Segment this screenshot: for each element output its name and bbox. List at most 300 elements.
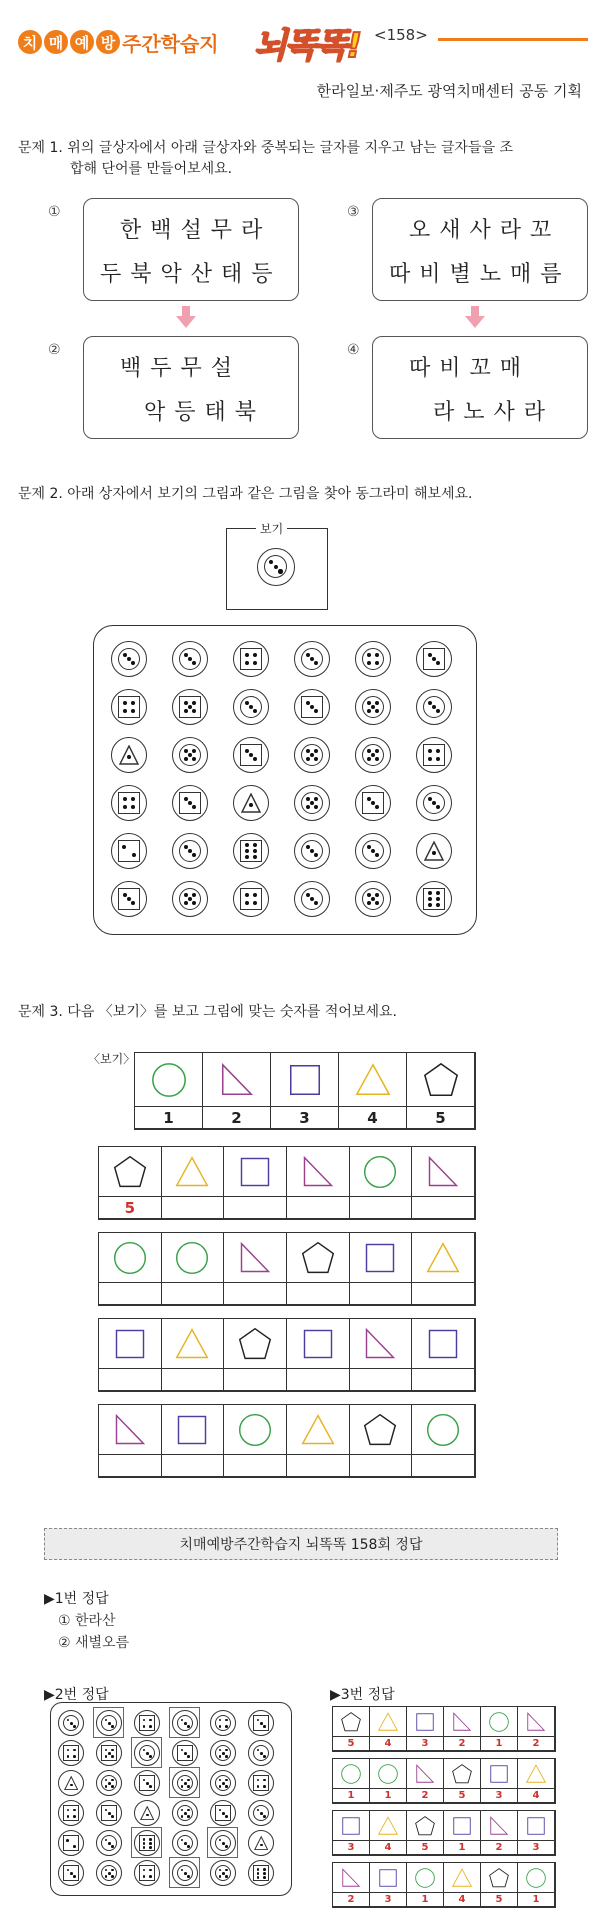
answer-blank[interactable]	[287, 1283, 350, 1305]
pip-dot	[306, 797, 310, 801]
pip-dot	[428, 903, 432, 907]
pip-dot	[67, 1755, 70, 1758]
answer-number: 1	[444, 1841, 481, 1855]
answer-blank[interactable]	[412, 1197, 475, 1219]
pentagon-icon	[99, 1147, 162, 1197]
dice-symbol[interactable]	[355, 689, 391, 725]
pip-dot	[123, 893, 127, 897]
circle-icon	[362, 744, 384, 766]
pip-dot	[245, 893, 249, 897]
pip-dot	[371, 801, 375, 805]
legend-number: 4	[339, 1107, 407, 1129]
answer-blank[interactable]	[224, 1455, 287, 1477]
pip-dot	[225, 1719, 228, 1722]
pip-dot	[249, 753, 253, 757]
circle-icon	[264, 555, 287, 578]
answer-3-title: ▶3번 정답	[330, 1687, 395, 1703]
word-box-2	[83, 336, 299, 439]
square-icon	[301, 696, 323, 718]
pip-dot	[192, 853, 196, 857]
circle-icon	[253, 1805, 269, 1821]
square-icon	[118, 888, 140, 910]
pip-dot	[432, 705, 436, 709]
answer-blank[interactable]	[287, 1369, 350, 1391]
pip-dot	[111, 1749, 114, 1752]
pip-dot	[269, 560, 273, 564]
square-icon	[118, 696, 140, 718]
pip-dot	[127, 657, 131, 661]
header-divider	[438, 38, 588, 41]
answer-number: 3	[518, 1841, 555, 1855]
circle-icon	[301, 792, 323, 814]
word-box-3	[372, 198, 588, 301]
pip-dot	[184, 797, 188, 801]
triangle-icon	[241, 793, 261, 813]
circle-icon	[301, 840, 323, 862]
word-line: 오새사라꼬	[409, 218, 561, 243]
pip-dot	[432, 657, 436, 661]
pip-dot	[245, 661, 249, 665]
dice-symbol[interactable]	[172, 1740, 198, 1766]
triangle-icon	[119, 745, 139, 765]
answer-number: 4	[444, 1893, 481, 1907]
pip-dot	[257, 1809, 260, 1812]
pip-dot	[306, 749, 310, 753]
pip-dot	[225, 1779, 228, 1782]
dice-symbol[interactable]	[248, 1830, 274, 1856]
shape-row-table	[98, 1404, 476, 1478]
pip-dot	[108, 1842, 111, 1845]
circle-icon	[362, 648, 384, 670]
down-arrow-icon	[465, 316, 485, 328]
dice-symbol[interactable]	[294, 833, 330, 869]
dice-symbol[interactable]	[416, 881, 452, 917]
pip-dot	[184, 701, 188, 705]
pip-dot	[245, 653, 249, 657]
pip-dot	[375, 805, 379, 809]
answer-blank[interactable]: 5	[99, 1197, 162, 1219]
circle-icon	[253, 1745, 269, 1761]
dice-symbol[interactable]	[210, 1740, 236, 1766]
answer-blank[interactable]	[412, 1455, 475, 1477]
dice-symbol[interactable]	[257, 548, 295, 586]
square-icon	[423, 888, 445, 910]
dice-symbol[interactable]	[233, 689, 269, 725]
answer-blank[interactable]	[350, 1197, 413, 1219]
pip-dot	[260, 1844, 263, 1847]
pip-dot	[253, 855, 257, 859]
legend-number: 3	[271, 1107, 339, 1129]
dice-symbol[interactable]	[416, 785, 452, 821]
pip-dot	[306, 845, 310, 849]
pip-dot	[257, 1749, 260, 1752]
triangle-icon	[518, 1759, 555, 1789]
pip-dot	[143, 1725, 146, 1728]
question-1-line1: 문제 1. 위의 글상자에서 아래 글상자와 중복되는 글자를 지우고 남는 글자들을 조	[18, 140, 514, 156]
dice-symbol[interactable]	[248, 1800, 274, 1826]
square-icon	[63, 1805, 79, 1821]
dice-symbol[interactable]	[233, 881, 269, 917]
answer-blank[interactable]	[99, 1455, 162, 1477]
answer-blank[interactable]	[350, 1369, 413, 1391]
pip-dot	[260, 1812, 263, 1815]
answers-banner	[44, 1528, 558, 1560]
pip-dot	[225, 1725, 228, 1728]
dice-symbol[interactable]	[96, 1860, 122, 1886]
answer-blank[interactable]	[224, 1283, 287, 1305]
answer-blank[interactable]	[224, 1369, 287, 1391]
dice-symbol[interactable]	[134, 1710, 160, 1736]
word-line: 두북악산태등	[100, 262, 282, 287]
square-icon	[63, 1865, 79, 1881]
square-icon	[177, 1745, 193, 1761]
dice-symbol[interactable]	[134, 1860, 160, 1886]
triangle-icon	[287, 1405, 350, 1455]
pip-dot	[131, 805, 135, 809]
answer-number: 3	[333, 1841, 370, 1855]
square-icon	[240, 840, 262, 862]
answer-number: 1	[333, 1789, 370, 1803]
pip-dot	[192, 893, 196, 897]
dice-symbol[interactable]	[111, 785, 147, 821]
pip-dot	[184, 653, 188, 657]
pip-dot	[367, 797, 371, 801]
pip-dot	[310, 657, 314, 661]
pip-dot	[375, 701, 379, 705]
pip-dot	[436, 891, 440, 895]
answer-blank[interactable]	[412, 1283, 475, 1305]
pip-dot	[143, 1875, 146, 1878]
pip-dot	[253, 901, 257, 905]
square-icon	[215, 1805, 231, 1821]
pip-dot	[314, 749, 318, 753]
pentagon-icon	[407, 1811, 444, 1841]
square-icon	[179, 696, 201, 718]
pip-dot	[123, 653, 127, 657]
pip-dot	[225, 1755, 228, 1758]
pip-dot	[143, 1869, 146, 1872]
dice-symbol[interactable]	[210, 1770, 236, 1796]
logo-char: 매	[44, 30, 68, 54]
pip-dot	[187, 1845, 190, 1848]
answer-number: 1	[407, 1893, 444, 1907]
dice-symbol[interactable]	[172, 785, 208, 821]
pip-dot	[225, 1785, 228, 1788]
pip-dot	[257, 1785, 260, 1788]
pip-dot	[428, 701, 432, 705]
pip-dot	[222, 1812, 225, 1815]
dice-symbol[interactable]	[416, 689, 452, 725]
answer-number: 2	[481, 1841, 518, 1855]
circle-icon	[135, 1053, 203, 1107]
answer-number: 5	[407, 1841, 444, 1855]
pip-dot	[131, 661, 135, 665]
dice-symbol[interactable]	[58, 1740, 84, 1766]
dice-symbol[interactable]	[355, 881, 391, 917]
pip-dot	[367, 661, 371, 665]
circle-icon	[370, 1759, 407, 1789]
pip-dot	[149, 1719, 152, 1722]
pip-dot	[253, 709, 257, 713]
triangle-icon	[370, 1707, 407, 1737]
square-icon	[423, 648, 445, 670]
triangle-icon	[412, 1233, 475, 1283]
square-icon	[118, 792, 140, 814]
pip-dot	[122, 845, 126, 849]
pip-dot	[67, 1749, 70, 1752]
dice-symbol[interactable]	[233, 785, 269, 821]
pentagon-icon	[287, 1233, 350, 1283]
pip-dot	[219, 1869, 222, 1872]
circle-icon	[301, 888, 323, 910]
triangle-right-icon	[287, 1147, 350, 1197]
answer-1-item: ① 한라산	[58, 1613, 116, 1629]
pip-dot	[181, 1749, 184, 1752]
square-icon	[139, 1715, 155, 1731]
answer-blank[interactable]	[99, 1369, 162, 1391]
square-icon	[333, 1811, 370, 1841]
square-icon	[118, 840, 140, 862]
answer-blank[interactable]	[287, 1455, 350, 1477]
pip-dot	[375, 661, 379, 665]
circle-icon	[179, 744, 201, 766]
pip-dot	[367, 845, 371, 849]
pip-dot	[245, 843, 249, 847]
pip-dot	[222, 1782, 225, 1785]
dice-symbol[interactable]	[96, 1800, 122, 1826]
dice-symbol[interactable]	[416, 641, 452, 677]
dice-symbol[interactable]	[58, 1860, 84, 1886]
pip-dot	[187, 1755, 190, 1758]
circle-icon	[101, 1835, 117, 1851]
pip-dot	[263, 1755, 266, 1758]
answer-blank[interactable]	[350, 1283, 413, 1305]
circle-icon	[362, 840, 384, 862]
pip-dot	[263, 1872, 266, 1875]
down-arrow-icon	[176, 316, 196, 328]
pip-dot	[146, 1782, 149, 1785]
dice-symbol[interactable]	[210, 1800, 236, 1826]
question-2: 문제 2. 아래 상자에서 보기의 그림과 같은 그림을 찾아 동그라미 해보세요.	[18, 486, 473, 502]
dice-symbol[interactable]	[172, 689, 208, 725]
word-line: 따비꼬매	[409, 356, 531, 381]
pip-dot	[263, 1725, 266, 1728]
dice-symbol[interactable]	[96, 1770, 122, 1796]
pip-dot	[367, 893, 371, 897]
dice-symbol[interactable]	[58, 1800, 84, 1826]
pip-dot	[306, 701, 310, 705]
pip-dot	[314, 757, 318, 761]
dice-symbol[interactable]	[96, 1830, 122, 1856]
pip-dot	[263, 1868, 266, 1871]
circle-icon	[240, 696, 262, 718]
dice-symbol[interactable]	[294, 737, 330, 773]
circle-icon	[162, 1233, 225, 1283]
answer-blank[interactable]	[162, 1197, 225, 1219]
dice-symbol[interactable]	[355, 785, 391, 821]
dice-symbol[interactable]	[294, 689, 330, 725]
pip-dot	[314, 901, 318, 905]
dice-symbol[interactable]	[111, 833, 147, 869]
dice-symbol[interactable]	[172, 881, 208, 917]
pip-dot	[371, 897, 375, 901]
dice-symbol[interactable]	[172, 833, 208, 869]
dice-symbol[interactable]	[58, 1710, 84, 1736]
pip-dot	[436, 661, 440, 665]
triangle-icon	[162, 1147, 225, 1197]
dice-symbol[interactable]	[248, 1710, 274, 1736]
answer-number: 3	[481, 1789, 518, 1803]
pip-dot	[310, 705, 314, 709]
pip-dot	[367, 709, 371, 713]
answer-blank[interactable]	[412, 1369, 475, 1391]
pip-dot	[143, 1779, 146, 1782]
pip-dot	[375, 853, 379, 857]
pip-dot	[73, 1845, 76, 1848]
pip-dot	[225, 1749, 228, 1752]
pip-dot	[105, 1755, 108, 1758]
triangle-icon	[370, 1811, 407, 1841]
dice-symbol[interactable]	[111, 689, 147, 725]
pip-dot	[192, 709, 196, 713]
square-icon	[423, 744, 445, 766]
pentagon-icon	[333, 1707, 370, 1737]
pip-dot	[219, 1755, 222, 1758]
answer-blank[interactable]	[224, 1197, 287, 1219]
issue-number: <158>	[374, 26, 428, 44]
question-1	[18, 138, 513, 180]
pip-dot	[371, 849, 375, 853]
dice-symbol[interactable]	[210, 1860, 236, 1886]
circle-icon	[101, 1775, 117, 1791]
dice-symbol[interactable]	[58, 1770, 84, 1796]
answer-blank[interactable]	[162, 1283, 225, 1305]
pip-dot	[188, 705, 192, 709]
dice-symbol[interactable]	[111, 737, 147, 773]
pip-dot	[375, 901, 379, 905]
pip-dot	[111, 1845, 114, 1848]
pip-dot	[123, 709, 127, 713]
pip-dot	[263, 1815, 266, 1818]
answer-number: 2	[407, 1789, 444, 1803]
dice-symbol[interactable]	[172, 1800, 198, 1826]
answer-shape-table	[332, 1706, 556, 1752]
answer-number: 2	[518, 1737, 555, 1751]
pip-dot	[73, 1749, 76, 1752]
dice-symbol[interactable]	[233, 833, 269, 869]
pip-dot	[375, 709, 379, 713]
pip-dot	[143, 1719, 146, 1722]
dice-symbol[interactable]	[294, 641, 330, 677]
circle-icon	[63, 1715, 79, 1731]
dice-symbol[interactable]	[248, 1770, 274, 1796]
dice-symbol[interactable]	[111, 641, 147, 677]
pip-dot	[263, 1876, 266, 1879]
dice-symbol[interactable]	[233, 737, 269, 773]
pip-dot	[222, 1872, 225, 1875]
shape-row-table	[98, 1318, 476, 1392]
legend-number: 1	[135, 1107, 203, 1129]
pip-dot	[131, 901, 135, 905]
answer-blank[interactable]	[99, 1283, 162, 1305]
word-line: 따비별노매름	[389, 262, 571, 287]
dice-symbol[interactable]	[172, 737, 208, 773]
square-icon	[99, 1319, 162, 1369]
dice-symbol[interactable]	[355, 833, 391, 869]
pip-dot	[367, 749, 371, 753]
answer-blank[interactable]	[350, 1455, 413, 1477]
answer-shape-table	[332, 1758, 556, 1804]
dice-symbol[interactable]	[355, 641, 391, 677]
dice-symbol[interactable]	[134, 1800, 160, 1826]
pip-dot	[253, 661, 257, 665]
dice-symbol[interactable]	[96, 1740, 122, 1766]
pip-dot	[123, 805, 127, 809]
dice-symbol[interactable]	[248, 1740, 274, 1766]
pip-dot	[111, 1875, 114, 1878]
pip-dot	[149, 1875, 152, 1878]
pip-dot	[105, 1779, 108, 1782]
pip-dot	[306, 757, 310, 761]
dice-symbol[interactable]	[172, 1830, 198, 1856]
answer-blank[interactable]	[287, 1197, 350, 1219]
pip-dot	[108, 1782, 111, 1785]
pip-dot	[111, 1869, 114, 1872]
square-icon	[370, 1863, 407, 1893]
dice-symbol[interactable]	[58, 1830, 84, 1856]
answer-blank[interactable]	[162, 1369, 225, 1391]
shape-row-table	[98, 1146, 476, 1220]
pip-dot	[263, 1779, 266, 1782]
answer-number: 5	[444, 1789, 481, 1803]
square-icon	[240, 648, 262, 670]
dice-symbol[interactable]	[172, 641, 208, 677]
answer-mark	[131, 1827, 162, 1858]
pip-dot	[436, 757, 440, 761]
pip-dot	[371, 753, 375, 757]
down-arrow-icon	[471, 306, 479, 316]
answer-mark	[131, 1737, 162, 1768]
dice-symbol[interactable]	[355, 737, 391, 773]
pip-dot	[306, 805, 310, 809]
logo-char: 방	[96, 30, 120, 54]
dice-symbol[interactable]	[111, 881, 147, 917]
logo-circles	[18, 30, 120, 54]
triangle-right-icon	[444, 1707, 481, 1737]
pip-dot	[263, 1785, 266, 1788]
dice-symbol[interactable]	[416, 833, 452, 869]
question-1-line2: 합해 단어를 만들어보세요.	[70, 161, 233, 177]
dice-symbol[interactable]	[233, 641, 269, 677]
pip-dot	[371, 705, 375, 709]
pentagon-icon	[481, 1863, 518, 1893]
dice-symbol[interactable]	[248, 1860, 274, 1886]
word-line: 한백설무라	[120, 218, 272, 243]
answer-blank[interactable]	[162, 1455, 225, 1477]
dice-symbol[interactable]	[294, 881, 330, 917]
dice-symbol[interactable]	[134, 1770, 160, 1796]
square-icon	[253, 1775, 269, 1791]
pip-dot	[192, 661, 196, 665]
dice-symbol[interactable]	[294, 785, 330, 821]
pip-dot	[436, 805, 440, 809]
triangle-right-icon	[412, 1147, 475, 1197]
pip-dot	[105, 1809, 108, 1812]
pip-dot	[73, 1725, 76, 1728]
dice-symbol[interactable]	[210, 1710, 236, 1736]
dice-symbol[interactable]	[416, 737, 452, 773]
square-icon	[179, 792, 201, 814]
